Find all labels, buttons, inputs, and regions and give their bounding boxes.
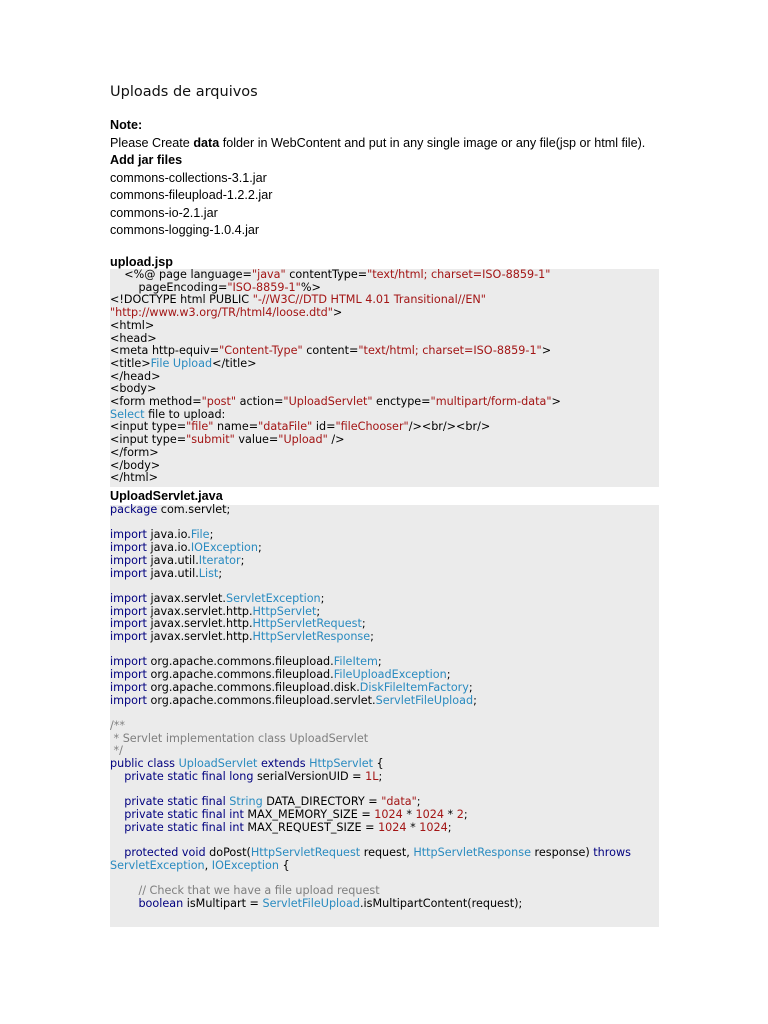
code-token: java.util. bbox=[146, 566, 199, 580]
code-token: throws bbox=[593, 845, 631, 859]
code-line bbox=[110, 733, 368, 746]
code-token: ServletException bbox=[110, 858, 205, 872]
code-token: protected void bbox=[124, 845, 206, 859]
code-token: class bbox=[147, 757, 176, 770]
jar-item: commons-collections-3.1.jar bbox=[110, 171, 267, 185]
code-token bbox=[110, 821, 124, 834]
note-label: Note: bbox=[110, 118, 143, 132]
code-token: ; bbox=[370, 630, 374, 643]
code-token: > bbox=[541, 344, 552, 358]
code-token: org.apache.commons.fileupload. bbox=[146, 668, 334, 682]
code-token: ; bbox=[447, 820, 452, 834]
code-token: { bbox=[372, 757, 384, 770]
code-token: <form method= bbox=[110, 395, 202, 408]
code-token: DATA_DIRECTORY = bbox=[262, 795, 382, 809]
code-token: boolean bbox=[138, 896, 184, 910]
code-token: org.apache.commons.fileupload.disk. bbox=[146, 680, 360, 694]
code-token: .isMultipartContent(request); bbox=[359, 896, 523, 910]
code-token: UploadServlet bbox=[178, 757, 258, 770]
upload-jsp-heading: upload.jsp bbox=[110, 255, 173, 269]
code-token: file to upload: bbox=[144, 407, 226, 421]
code-token: ; bbox=[240, 553, 245, 567]
code-line bbox=[110, 504, 230, 517]
code-token: request, bbox=[360, 845, 414, 859]
code-token: */ bbox=[110, 744, 123, 758]
code-token: action= bbox=[236, 395, 284, 408]
code-line bbox=[110, 771, 382, 784]
code-line bbox=[110, 898, 522, 911]
code-token: ; bbox=[468, 680, 473, 694]
code-token: ; bbox=[218, 566, 223, 580]
code-token: import bbox=[110, 553, 147, 567]
code-token: "ISO-8859-1" bbox=[227, 280, 301, 294]
note-text bbox=[110, 134, 645, 152]
page-title: Uploads de arquivos bbox=[110, 84, 258, 100]
code-token: File bbox=[190, 528, 210, 542]
code-token: value= bbox=[234, 433, 279, 447]
code-token: ; bbox=[463, 807, 468, 821]
code-token: java.util. bbox=[146, 553, 199, 567]
code-token bbox=[110, 846, 124, 859]
code-token: javax.servlet. bbox=[146, 591, 226, 605]
code-token: // Check that we have a file upload request bbox=[138, 884, 380, 897]
code-token: import bbox=[110, 630, 147, 643]
code-token: org.apache.commons.fileupload. bbox=[146, 655, 334, 669]
code-token: import bbox=[110, 617, 147, 631]
note-text-end: folder in WebContent and put in any single image or any file(jsp or html file). bbox=[219, 136, 646, 150]
code-token: ; bbox=[320, 591, 325, 605]
code-token: <%@ page language= bbox=[110, 268, 252, 281]
code-token: public bbox=[110, 757, 144, 770]
code-token bbox=[110, 770, 124, 783]
code-line bbox=[110, 695, 477, 708]
code-token: IOException bbox=[211, 858, 279, 872]
code-token: isMultipart = bbox=[183, 896, 263, 910]
code-token bbox=[110, 884, 138, 897]
code-token: 1024 bbox=[374, 807, 403, 821]
code-token: <meta http-equiv= bbox=[110, 344, 220, 358]
code-token: <html> bbox=[110, 318, 155, 332]
code-token: private static final bbox=[124, 795, 226, 809]
code-token: package bbox=[110, 503, 158, 516]
code-token: "file" bbox=[186, 420, 214, 434]
code-token bbox=[110, 808, 124, 821]
code-token: private static final int bbox=[124, 820, 244, 834]
code-token: contentType= bbox=[285, 268, 368, 281]
code-token: MAX_REQUEST_SIZE = bbox=[243, 820, 379, 834]
code-token: HttpServletResponse bbox=[413, 845, 531, 859]
code-token: private static final long bbox=[124, 769, 254, 783]
code-token: import bbox=[110, 566, 147, 580]
code-token: /** bbox=[110, 718, 125, 732]
code-token: "dataFile" bbox=[258, 420, 313, 434]
code-token: HttpServletRequest bbox=[252, 617, 362, 631]
note-text-start: Please Create bbox=[110, 136, 194, 150]
code-token: File Upload bbox=[150, 356, 213, 370]
code-line bbox=[110, 631, 374, 644]
code-token: ; bbox=[377, 655, 382, 669]
code-line bbox=[110, 568, 222, 581]
code-token: import bbox=[110, 655, 147, 669]
code-token: <input type= bbox=[110, 433, 187, 447]
code-token: MAX_MEMORY_SIZE = bbox=[243, 807, 375, 821]
code-token: javax.servlet.http. bbox=[146, 617, 253, 631]
code-token: import bbox=[110, 693, 147, 707]
code-token: IOException bbox=[190, 541, 258, 555]
code-token: "text/html; charset=ISO-8859-1" bbox=[367, 268, 551, 281]
code-token: String bbox=[229, 795, 263, 809]
code-token: serialVersionUID = bbox=[253, 769, 366, 783]
code-token: 2 bbox=[456, 807, 464, 821]
code-token: import bbox=[110, 528, 147, 542]
code-token: "java" bbox=[251, 268, 286, 281]
code-token: FileItem bbox=[333, 655, 378, 669]
code-token: java.io. bbox=[146, 541, 191, 555]
code-token: content= bbox=[302, 344, 359, 358]
code-token: 1L bbox=[365, 769, 379, 783]
code-token: "http://www.w3.org/TR/html4/loose.dtd" bbox=[110, 306, 333, 320]
code-token: javax.servlet.http. bbox=[146, 630, 253, 643]
code-token: HttpServletResponse bbox=[252, 630, 371, 643]
code-token: <!DOCTYPE html PUBLIC bbox=[110, 293, 253, 307]
code-token: import bbox=[110, 541, 147, 555]
code-token bbox=[110, 897, 138, 910]
code-token: <head> bbox=[110, 331, 157, 345]
code-token: "fileChooser" bbox=[335, 420, 409, 434]
code-token: import bbox=[110, 668, 147, 682]
code-token: private static final int bbox=[124, 807, 244, 821]
upload-jsp-code-block bbox=[110, 269, 659, 487]
code-token: HttpServlet bbox=[309, 757, 373, 770]
code-token: doPost( bbox=[205, 845, 251, 859]
code-token: ServletFileUpload bbox=[262, 896, 360, 910]
code-token: javax.servlet.http. bbox=[146, 604, 253, 618]
code-token: ; bbox=[416, 795, 421, 809]
code-token: * bbox=[443, 807, 457, 821]
code-token: Iterator bbox=[198, 553, 241, 567]
code-token: "data" bbox=[381, 795, 417, 809]
code-token: /> bbox=[327, 433, 345, 447]
code-token: ServletFileUpload bbox=[375, 693, 474, 707]
jar-item: commons-logging-1.0.4.jar bbox=[110, 223, 260, 237]
code-token: %> bbox=[300, 280, 321, 294]
code-token: "Upload" bbox=[278, 433, 328, 447]
code-token: <input type= bbox=[110, 420, 187, 434]
code-token: HttpServlet bbox=[252, 604, 317, 618]
code-token: List bbox=[198, 566, 219, 580]
code-token: com.servlet; bbox=[157, 503, 231, 516]
code-token: "submit" bbox=[186, 433, 235, 447]
code-token: ServletException bbox=[226, 591, 321, 605]
code-token: * bbox=[402, 807, 416, 821]
jar-item: commons-fileupload-1.2.2.jar bbox=[110, 188, 273, 202]
code-token: "multipart/form-data" bbox=[430, 395, 552, 408]
code-token: import bbox=[110, 604, 147, 618]
code-token: ; bbox=[316, 604, 321, 618]
code-token: ; bbox=[473, 693, 477, 707]
code-token: extends bbox=[260, 757, 306, 770]
code-token: ; bbox=[361, 617, 366, 631]
code-token: Select bbox=[110, 407, 145, 421]
code-token: 1024 bbox=[415, 807, 444, 821]
code-token: "post" bbox=[201, 395, 237, 408]
code-token: "text/html; charset=ISO-8859-1" bbox=[358, 344, 542, 358]
code-token: name= bbox=[213, 420, 259, 434]
servlet-heading: UploadServlet.java bbox=[110, 489, 223, 503]
code-token: </title> bbox=[212, 356, 257, 370]
code-line bbox=[110, 860, 290, 873]
code-token: "-//W3C//DTD HTML 4.01 Transitional//EN" bbox=[252, 293, 486, 307]
code-token: HttpServletRequest bbox=[250, 845, 361, 859]
code-token: </body> bbox=[110, 458, 161, 472]
code-token: java.io. bbox=[146, 528, 191, 542]
servlet-code-block bbox=[110, 505, 659, 927]
jars-heading: Add jar files bbox=[110, 153, 183, 167]
code-token: FileUploadException bbox=[333, 668, 447, 682]
code-token: id= bbox=[312, 420, 336, 434]
code-token: /><br/><br/> bbox=[408, 420, 491, 434]
jar-item: commons-io-2.1.jar bbox=[110, 206, 218, 220]
code-token: import bbox=[110, 680, 147, 694]
code-token: "UploadServlet" bbox=[283, 395, 373, 408]
code-token: ; bbox=[378, 769, 383, 783]
code-token: import bbox=[110, 591, 147, 605]
code-token: org.apache.commons.fileupload.servlet. bbox=[146, 693, 376, 707]
code-token: > bbox=[332, 306, 343, 320]
code-token: 1024 bbox=[378, 820, 407, 834]
code-token: * Servlet implementation class UploadServlet bbox=[110, 731, 369, 745]
code-token: ; bbox=[446, 668, 451, 682]
note-bold-word: data bbox=[193, 136, 220, 150]
code-token: * bbox=[406, 820, 420, 834]
code-line bbox=[110, 472, 158, 485]
code-token: "Content-Type" bbox=[219, 344, 303, 358]
code-line bbox=[110, 822, 452, 835]
code-token: </form> bbox=[110, 445, 159, 459]
code-token: 1024 bbox=[419, 820, 448, 834]
code-token: ; bbox=[209, 528, 214, 542]
code-token: response) bbox=[530, 845, 594, 859]
code-token: </head> bbox=[110, 369, 161, 383]
code-token: <body> bbox=[110, 382, 157, 396]
code-token: enctype= bbox=[372, 395, 431, 408]
code-token: pageEncoding= bbox=[110, 280, 228, 294]
code-token: </html> bbox=[110, 471, 159, 485]
code-token: ; bbox=[258, 541, 262, 555]
code-token: , bbox=[204, 858, 212, 872]
code-token: DiskFileItemFactory bbox=[359, 680, 469, 694]
code-token: <title> bbox=[110, 356, 151, 370]
code-token: > bbox=[551, 395, 561, 408]
code-token: { bbox=[278, 858, 290, 872]
code-token bbox=[110, 795, 124, 808]
